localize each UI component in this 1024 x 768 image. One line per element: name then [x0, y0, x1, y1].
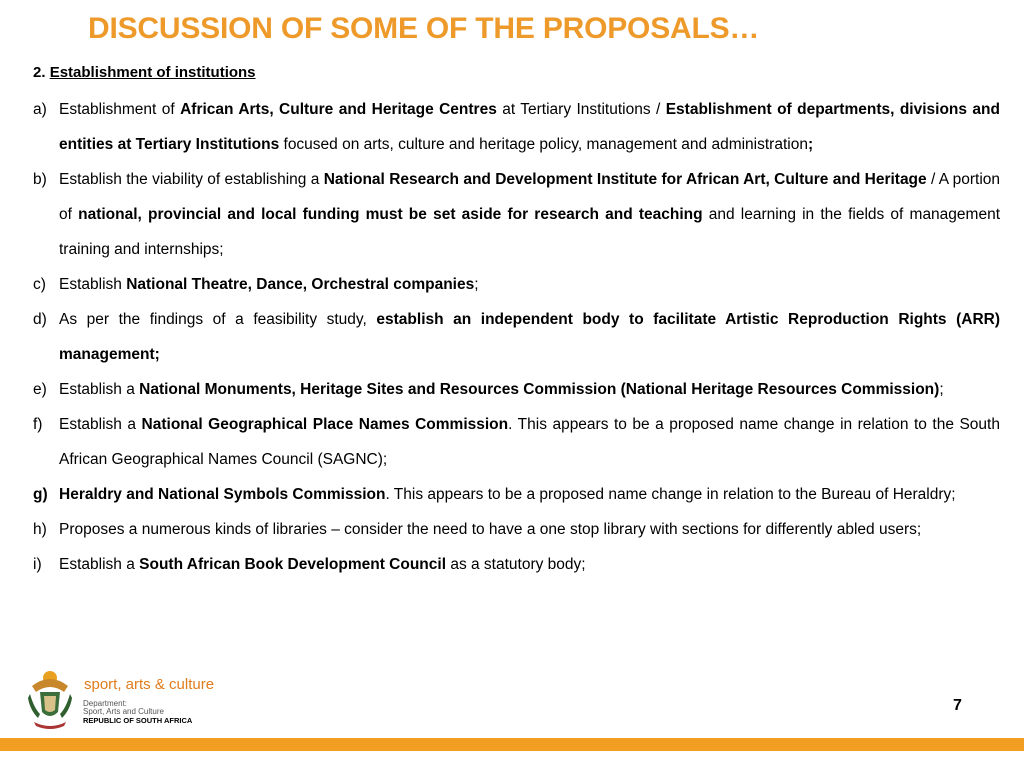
bold-text: National Theatre, Dance, Orchestral companies — [126, 276, 475, 293]
section-heading — [33, 64, 256, 81]
list-marker: a) — [33, 101, 47, 118]
list-item — [33, 302, 1000, 372]
footer-bar — [0, 738, 1024, 751]
text-segment: as a statutory body; — [446, 556, 586, 573]
list-item — [33, 407, 1000, 477]
logo-department-name: Sport, Arts and Culture — [83, 707, 164, 716]
bold-text: Establishment of departments, divisions and entities at Tertiary Institutions — [59, 101, 1000, 153]
list-item — [33, 547, 1000, 582]
text-segment: . This appears to be a proposed name change in relation to the Bureau of Heraldry; — [385, 486, 956, 503]
section-number: 2. — [33, 64, 46, 81]
list-marker: f) — [33, 416, 43, 433]
text-segment: As per the findings of a feasibility study, — [59, 311, 377, 328]
text-segment: and learning in the fields of management training and internships; — [59, 206, 1000, 258]
list-marker: i) — [33, 556, 42, 573]
list-item-text — [59, 302, 1000, 372]
text-segment: ; — [939, 381, 944, 398]
text-segment: at Tertiary Institutions / — [496, 101, 666, 118]
text-segment: Establish a — [59, 416, 142, 433]
list-item-text — [59, 267, 1000, 302]
department-logo — [26, 668, 236, 732]
list-item — [33, 267, 1000, 302]
slide-title: DISCUSSION OF SOME OF THE PROPOSALS… — [88, 12, 760, 45]
list-item — [33, 162, 1000, 267]
list-item — [33, 477, 1000, 512]
list-item — [33, 372, 1000, 407]
bold-text: establish an independent body to facilitate Artistic Reproduction Rights (ARR) management; — [59, 311, 1001, 363]
proposal-list — [33, 92, 1000, 582]
text-segment: Establish — [59, 276, 127, 293]
list-item-text — [59, 162, 1000, 267]
logo-republic: REPUBLIC OF SOUTH AFRICA — [83, 716, 193, 725]
list-item-text — [59, 512, 1000, 547]
text-segment: / A portion of — [59, 171, 1001, 223]
list-item — [33, 512, 1000, 547]
logo-department-label: Department: — [83, 699, 128, 708]
text-segment: focused on arts, culture and heritage policy, management and administration — [279, 136, 808, 153]
list-item-text — [59, 372, 1000, 407]
list-item-text — [59, 407, 1000, 477]
list-marker: h) — [33, 521, 47, 538]
bold-text: ; — [807, 136, 814, 153]
page-number: 7 — [953, 697, 962, 714]
list-item-text — [59, 477, 1000, 512]
bold-text: National Monuments, Heritage Sites and Resources Commission (National Heritage Resources Commission) — [139, 381, 940, 398]
bold-text: Heraldry and National Symbols Commission — [59, 486, 386, 503]
bold-text: South African Book Development Council — [139, 556, 447, 573]
logo-wordmark: sport, arts & culture — [84, 676, 215, 693]
text-segment: . This appears to be a proposed name change in relation to the South African Geographical Names Council (SAGNC); — [59, 416, 1000, 468]
text-segment: Establishment of — [59, 101, 181, 118]
list-marker: d) — [33, 311, 47, 328]
text-segment: Establish a — [59, 381, 140, 398]
list-marker: c) — [33, 276, 46, 293]
text-segment: Establish the viability of establishing a — [59, 171, 324, 188]
list-item — [33, 92, 1000, 162]
list-marker: e) — [33, 381, 47, 398]
text-segment: Proposes a numerous kinds of libraries – consider the need to have a one stop library with sections for differently abled users; — [59, 521, 922, 538]
bold-text: African Arts, Culture and Heritage Centres — [180, 101, 497, 118]
bold-text: National Geographical Place Names Commission — [141, 416, 509, 433]
bold-text: National Research and Development Institute for African Art, Culture and Heritage — [323, 171, 927, 188]
logo-department — [83, 700, 164, 716]
text-segment: Establish a — [59, 556, 140, 573]
coat-of-arms-icon — [26, 668, 74, 732]
bold-text: national, provincial and local funding must be set aside for research and teaching — [78, 206, 703, 223]
list-item-text — [59, 547, 1000, 582]
list-item-text — [59, 92, 1000, 162]
section-title: Establishment of institutions — [49, 64, 256, 81]
text-segment: ; — [474, 276, 479, 293]
list-marker: b) — [33, 171, 47, 188]
list-marker: g) — [33, 486, 48, 503]
